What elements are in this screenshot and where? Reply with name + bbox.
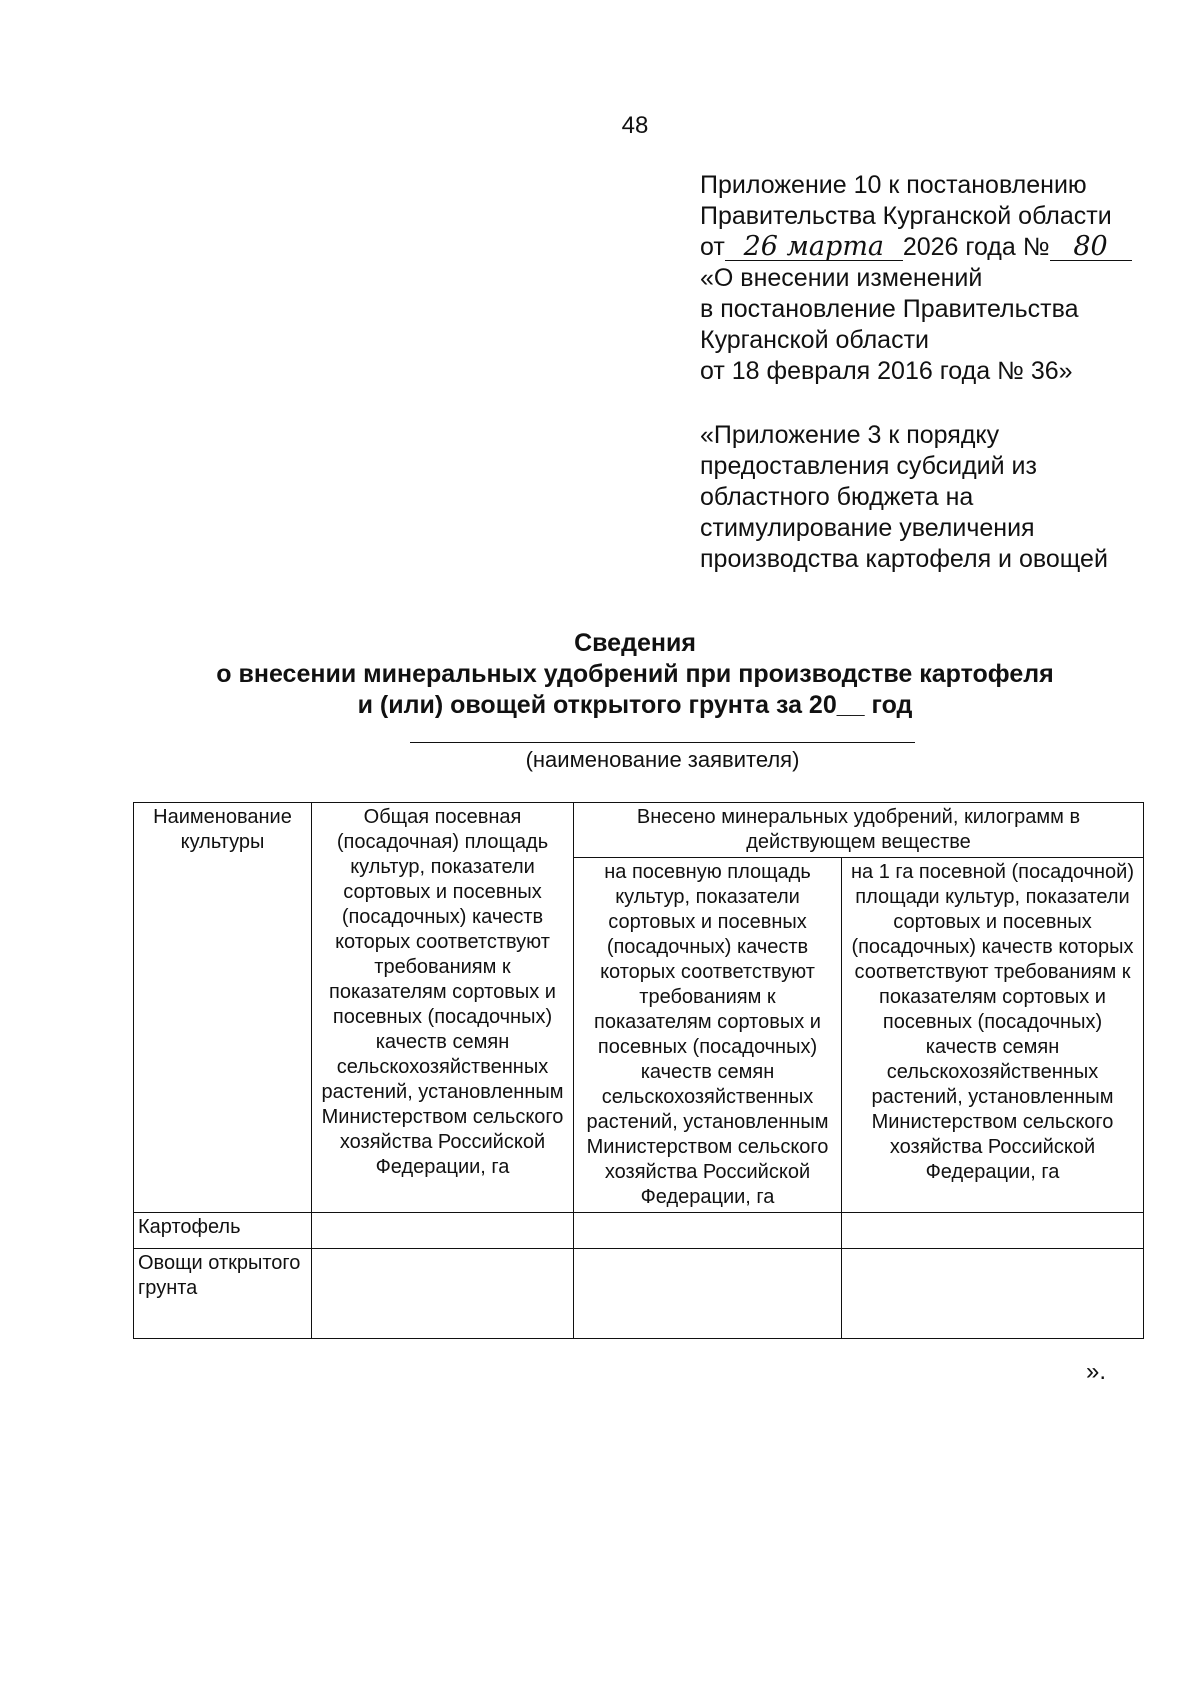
row-label-vegetables: Овощи открытого грунта [134, 1249, 312, 1339]
appendix-2-line-4: стимулирование увеличения [700, 514, 1035, 542]
page-number: 48 [621, 112, 649, 139]
appendix-line-6: Курганской области [700, 326, 930, 354]
table-cell[interactable] [312, 1249, 574, 1339]
year-text: 2026 года № [902, 233, 1050, 261]
appendix-2-line-2: предоставления субсидий из [700, 452, 1037, 480]
col-header-fertilizer-group: Внесено минеральных удобрений, килограмм в действующем веществе [574, 803, 1144, 858]
title-line-3: и (или) овощей открытого грунта за 20__ год [357, 691, 913, 719]
table-cell[interactable] [312, 1213, 574, 1249]
appendix-block [700, 170, 1132, 387]
table-row [134, 1213, 1144, 1249]
appendix-line-1: Приложение 10 к постановлению [700, 171, 1087, 199]
appendix-line-7: от 18 февраля 2016 года № 36» [700, 357, 1073, 385]
row-label-potato: Картофель [134, 1213, 312, 1249]
applicant-caption: (наименование заявителя) [525, 747, 800, 772]
date-prefix: от [700, 233, 725, 261]
col-header-fertilizer-per-ha: на 1 га посевной (посадочной) площади культур, показатели сортовых и посевных (посадочных) качеств которых соответствуют требованиям к показателям сортовых и посевных (посадочных) качеств семян сельскохозяйственных растений, установленным Министерством сельского хозяйства Российской Федерации, га [842, 858, 1144, 1213]
appendix-2-block [700, 420, 1108, 575]
appendix-2-line-5: производства картофеля и овощей [700, 545, 1108, 573]
table-cell[interactable] [574, 1213, 842, 1249]
appendix-2-line-3: областного бюджета на [700, 483, 974, 511]
applicant-field [410, 742, 915, 773]
appendix-date-line [700, 232, 1132, 263]
fertilizer-table [133, 802, 1144, 1339]
table-cell[interactable] [842, 1249, 1144, 1339]
col-header-total-area: Общая посевная (посадочная) площадь культур, показатели сортовых и посевных (посадочных) качеств которых соответствуют требованиям к показателям сортовых и посевных (посадочных) качеств семян сельскохозяйственных растений, установленным Министерством сельского хозяйства Российской Федерации, га [312, 803, 574, 1213]
applicant-underline [410, 742, 915, 743]
appendix-line-2: Правительства Курганской области [700, 202, 1112, 230]
col-header-fertilizer-area: на посевную площадь культур, показатели сортовых и посевных (посадочных) качеств которых соответствуют требованиям к показателям сортовых и посевных (посадочных) качеств семян сельскохозяйственных растений, установленным Министерством сельского хозяйства Российской Федерации, га [574, 858, 842, 1213]
header-row-1 [134, 803, 1144, 858]
handwritten-date: 26 марта [725, 234, 903, 261]
table-cell[interactable] [574, 1249, 842, 1339]
appendix-line-5: в постановление Правительства [700, 295, 1079, 323]
document-title [120, 628, 1150, 721]
handwritten-number: 80 [1050, 234, 1132, 261]
closing-quote: ». [1086, 1358, 1107, 1385]
appendix-2-line-1: «Приложение 3 к порядку [700, 421, 1000, 449]
table-cell[interactable] [842, 1213, 1144, 1249]
col-header-crop: Наименование культуры [134, 803, 312, 1213]
table-row [134, 1249, 1144, 1339]
appendix-line-4: «О внесении изменений [700, 264, 983, 292]
title-line-2: о внесении минеральных удобрений при производстве картофеля [216, 660, 1054, 688]
title-line-1: Сведения [574, 629, 696, 657]
